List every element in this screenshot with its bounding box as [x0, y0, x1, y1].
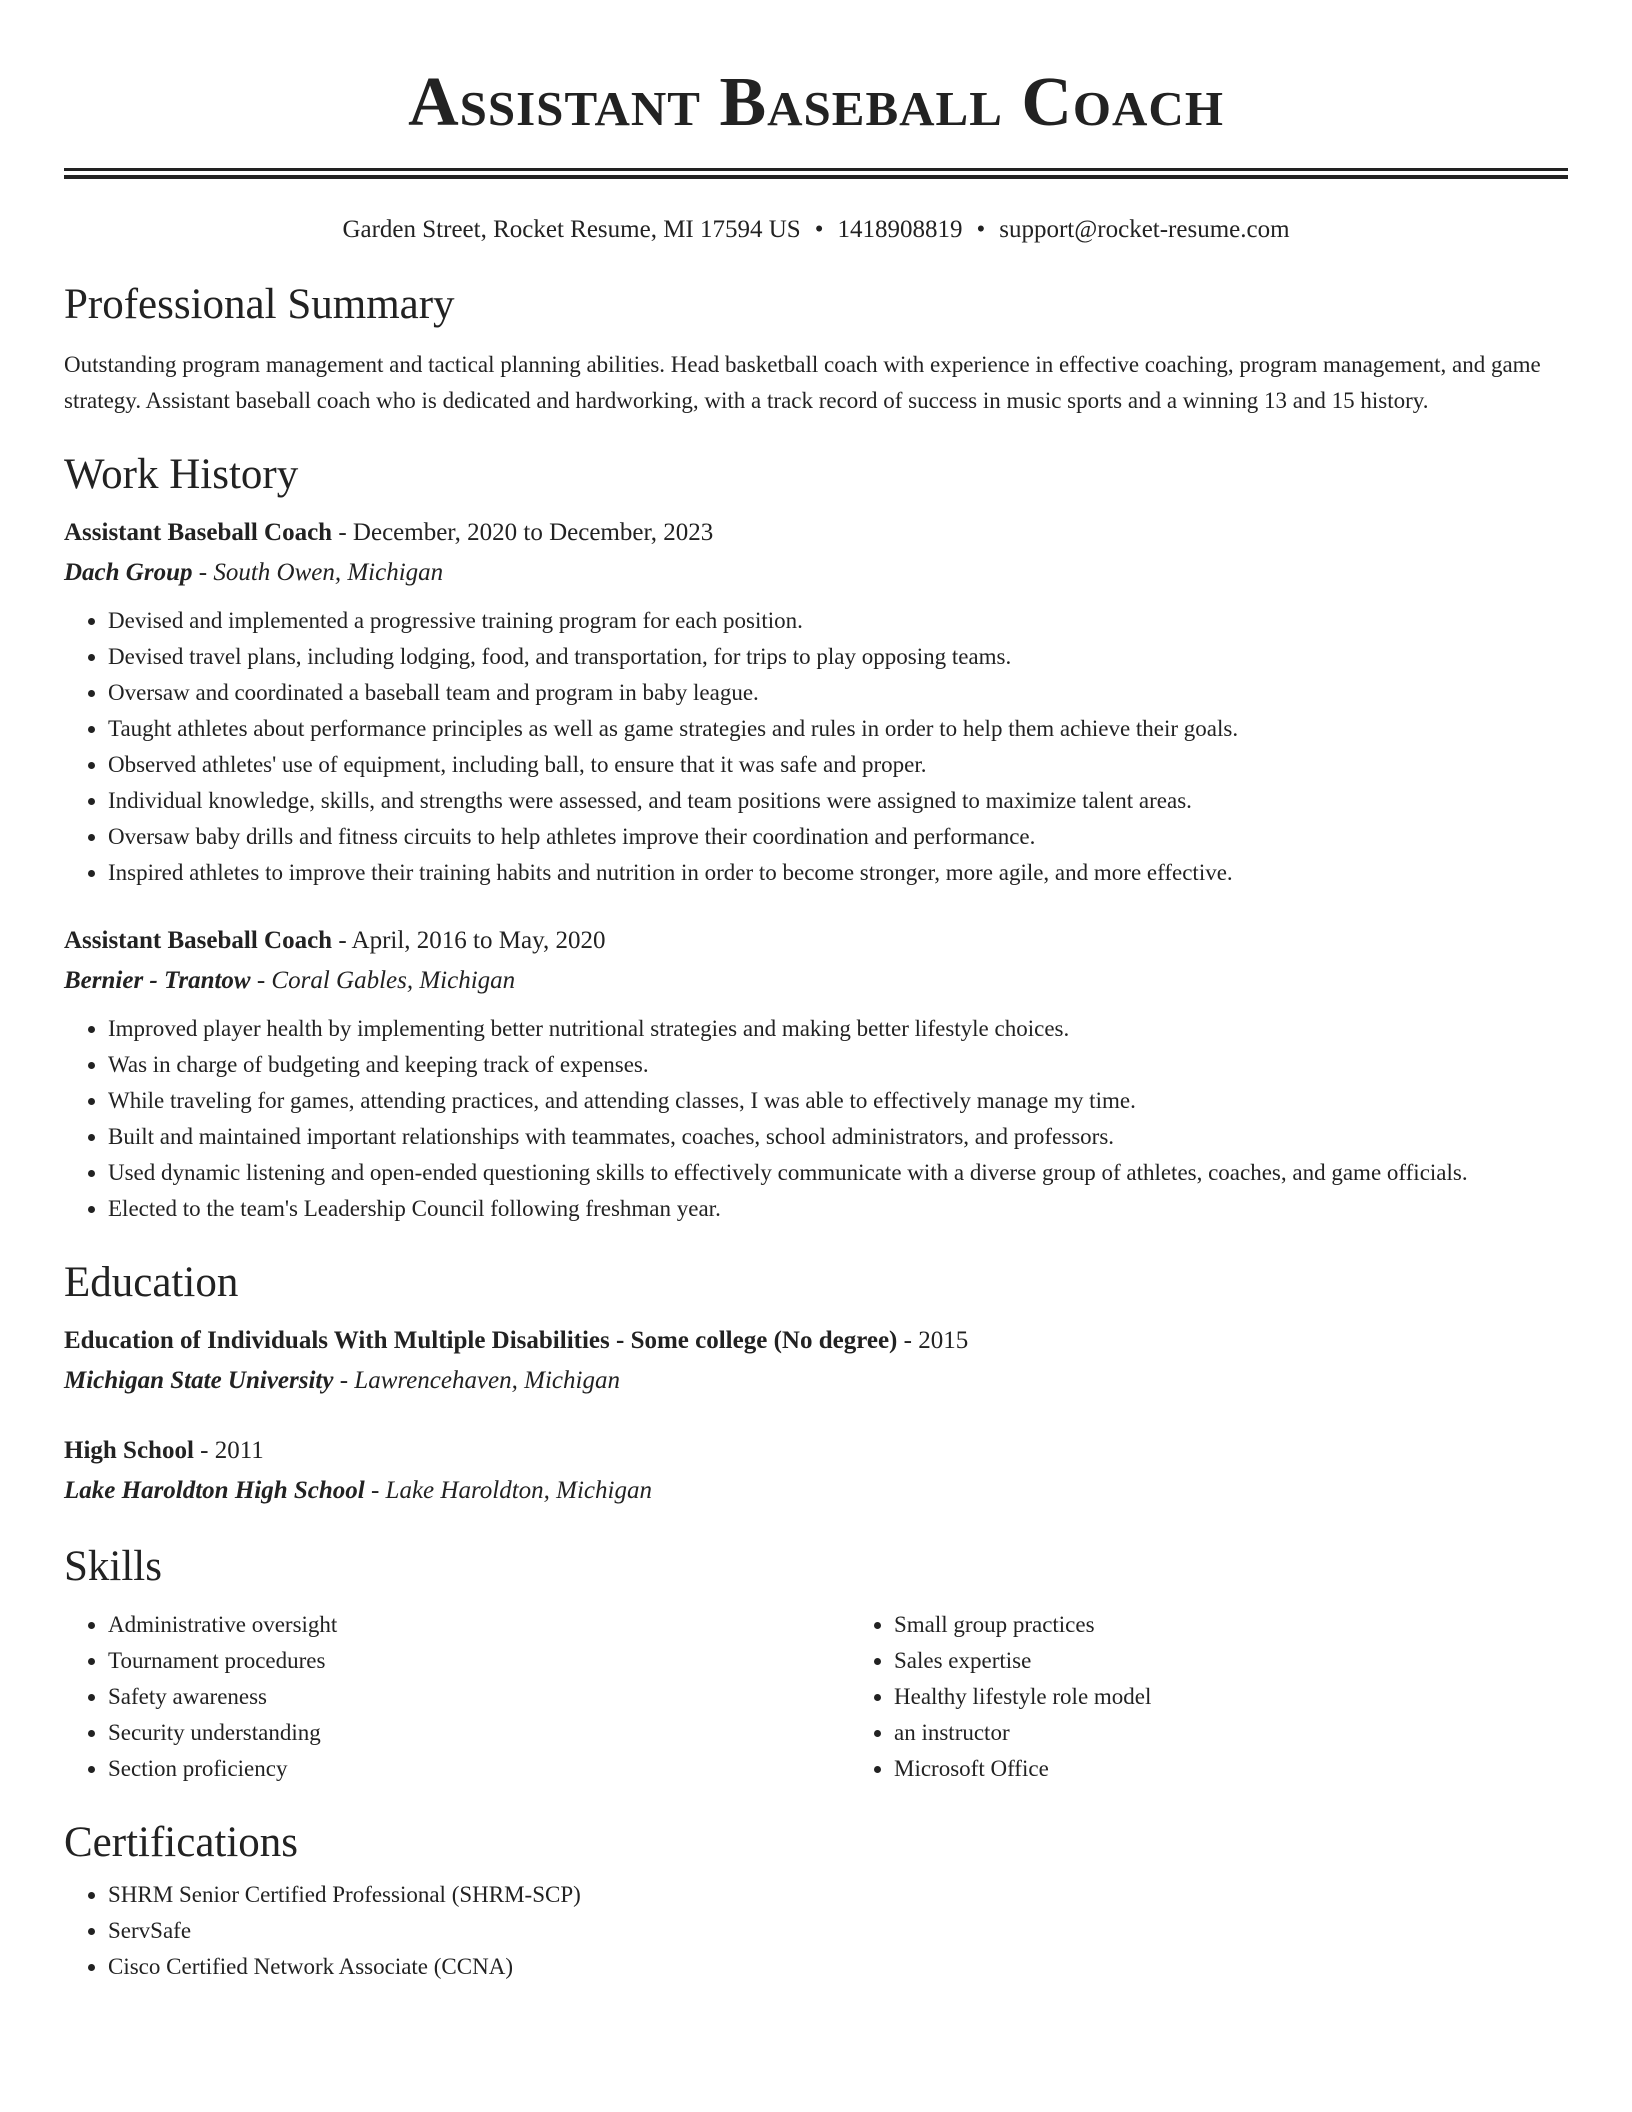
list-item: • Was in charge of budgeting and keeping track of expenses. — [108, 1047, 1568, 1083]
list-item: • Oversaw and coordinated a baseball team and program in baby league. — [108, 675, 1568, 711]
education-year: - 2011 — [193, 1437, 264, 1464]
contact-phone: 1418908819 — [837, 216, 963, 243]
education-entry — [64, 1321, 1568, 1401]
list-item: • SHRM Senior Certified Professional (SHRM-SCP) — [108, 1877, 1568, 1913]
contact-separator: • — [814, 216, 824, 243]
education-school: Michigan State University — [64, 1367, 334, 1394]
education-school-line — [64, 1361, 1568, 1401]
job-location: - Coral Gables, Michigan — [250, 967, 516, 994]
job-company-line — [64, 961, 1568, 1001]
education-location: - Lake Haroldton, Michigan — [364, 1477, 652, 1504]
job-dates: - April, 2016 to May, 2020 — [332, 927, 606, 954]
job-title: Assistant Baseball Coach — [64, 927, 333, 954]
skills-right-list — [850, 1607, 1568, 1787]
education-school-line — [64, 1471, 1568, 1511]
list-item: • Devised and implemented a progressive training program for each position. — [108, 603, 1568, 639]
education-school: Lake Haroldton High School — [64, 1477, 365, 1504]
job-title-line — [64, 921, 1568, 961]
list-item: • an instructor — [894, 1715, 1568, 1751]
list-item: • Oversaw baby drills and fitness circuits to help athletes improve their coordination and performance. — [108, 819, 1568, 855]
job-company: Bernier - Trantow — [64, 967, 251, 994]
resume-title: Assistant Baseball Coach — [408, 64, 1224, 141]
skills-left-list — [64, 1607, 850, 1787]
work-history-heading: Work History — [64, 451, 299, 498]
list-item: • Improved player health by implementing better nutritional strategies and making better lifestyle choices. — [108, 1011, 1568, 1047]
list-item: • Administrative oversight — [108, 1607, 850, 1643]
certifications-heading: Certifications — [64, 1819, 299, 1866]
list-item: • Built and maintained important relationships with teammates, coaches, school administrators, and professors. — [108, 1119, 1568, 1155]
list-item: • Microsoft Office — [894, 1751, 1568, 1787]
education-degree-line — [64, 1431, 1568, 1471]
list-item: • Small group practices — [894, 1607, 1568, 1643]
contact-address: Garden Street, Rocket Resume, MI 17594 US — [342, 216, 801, 243]
contact-line — [64, 213, 1568, 247]
education-location: - Lawrencehaven, Michigan — [333, 1367, 620, 1394]
skills-columns — [64, 1601, 1568, 1787]
list-item: • Safety awareness — [108, 1679, 850, 1715]
list-item: • While traveling for games, attending practices, and attending classes, I was able to effectively manage my time. — [108, 1083, 1568, 1119]
certifications-list — [64, 1877, 1568, 1985]
list-item: • Cisco Certified Network Associate (CCNA) — [108, 1949, 1568, 1985]
education-year: - 2015 — [897, 1327, 969, 1354]
list-item: • Taught athletes about performance principles as well as game strategies and rules in order to help them achieve their goals. — [108, 711, 1568, 747]
list-item: • Devised travel plans, including lodging, food, and transportation, for trips to play opposing teams. — [108, 639, 1568, 675]
list-item: • Sales expertise — [894, 1643, 1568, 1679]
contact-email: support@rocket-resume.com — [999, 216, 1290, 243]
education-degree: High School — [64, 1437, 194, 1464]
job-entry — [64, 921, 1568, 1227]
job-dates: - December, 2020 to December, 2023 — [332, 519, 714, 546]
list-item: • Elected to the team's Leadership Council following freshman year. — [108, 1191, 1568, 1227]
job-location: - South Owen, Michigan — [192, 559, 444, 586]
list-item: • Section proficiency — [108, 1751, 850, 1787]
list-item: • Security understanding — [108, 1715, 850, 1751]
list-item: • Inspired athletes to improve their training habits and nutrition in order to become stronger, more agile, and more effective. — [108, 855, 1568, 891]
job-bullets — [64, 603, 1568, 891]
job-title: Assistant Baseball Coach — [64, 519, 333, 546]
education-degree: Education of Individuals With Multiple Disabilities - Some college (No degree) — [64, 1327, 898, 1354]
skills-heading: Skills — [64, 1543, 162, 1590]
title-divider — [64, 168, 1568, 179]
list-item: • Individual knowledge, skills, and strengths were assessed, and team positions were assigned to maximize talent areas. — [108, 783, 1568, 819]
list-item: • ServSafe — [108, 1913, 1568, 1949]
education-degree-line — [64, 1321, 1568, 1361]
job-entry — [64, 513, 1568, 891]
education-heading: Education — [64, 1259, 239, 1306]
certifications-section — [64, 1877, 1568, 1985]
contact-separator: • — [976, 216, 986, 243]
list-item: • Observed athletes' use of equipment, including ball, to ensure that it was safe and proper. — [108, 747, 1568, 783]
list-item: • Tournament procedures — [108, 1643, 850, 1679]
summary-heading: Professional Summary — [64, 281, 455, 328]
summary-text: Outstanding program management and tactical planning abilities. Head basketball coach with experience in effective coaching, program management, and game strategy. Assistant baseball coach who is dedicated and hardworking, with a track record of success in music sports and a winning 13 and 15 history. — [64, 352, 1541, 413]
job-company: Dach Group — [64, 559, 193, 586]
education-entry — [64, 1431, 1568, 1511]
list-item: • Healthy lifestyle role model — [894, 1679, 1568, 1715]
list-item: • Used dynamic listening and open-ended questioning skills to effectively communicate with a diverse group of athletes, coaches, and game officials. — [108, 1155, 1568, 1191]
job-bullets — [64, 1011, 1568, 1227]
job-title-line — [64, 513, 1568, 553]
job-company-line — [64, 553, 1568, 593]
